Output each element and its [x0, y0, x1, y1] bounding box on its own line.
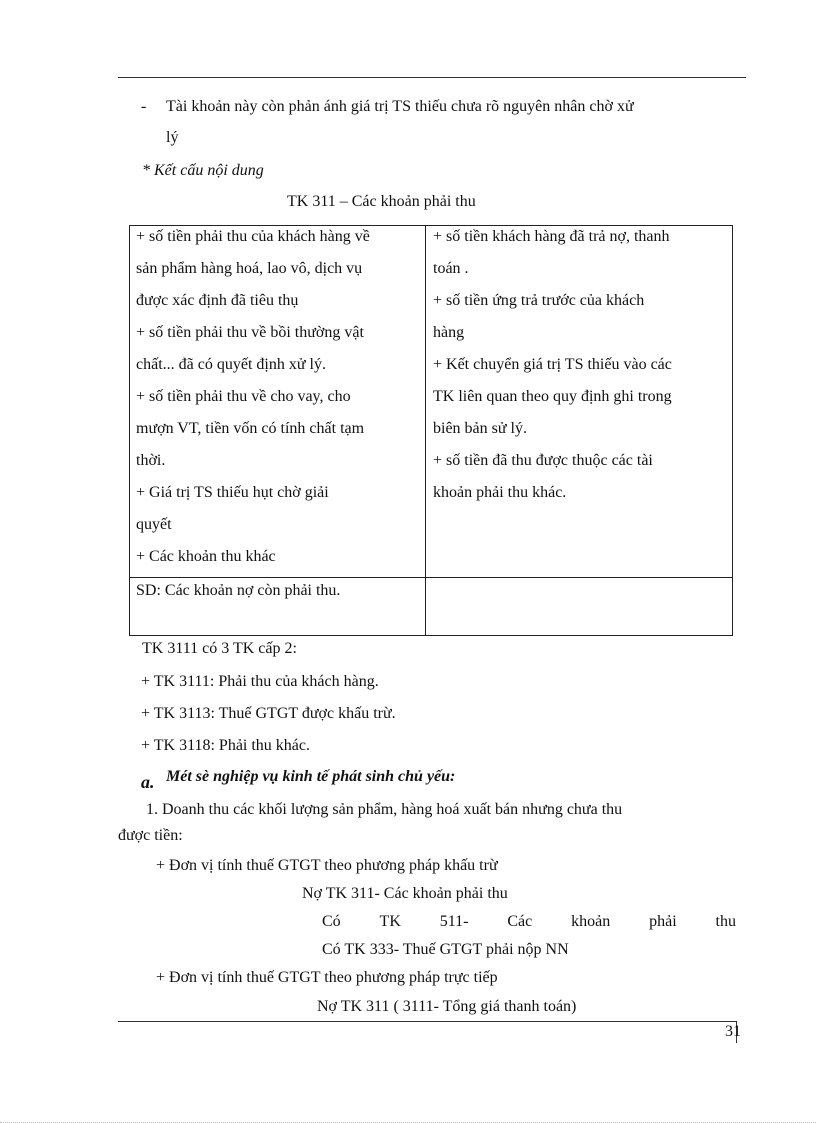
table-column-divider	[425, 226, 426, 635]
debit-line: + số tiền phải thu về cho vay, cho	[136, 388, 351, 405]
debit-line: + số tiền phải thu của khách hàng về	[136, 228, 370, 245]
page-number: 31	[725, 1023, 741, 1040]
debit-line: quyết	[136, 516, 172, 533]
debit-line: + số tiền phải thu về bồi thường vật	[136, 324, 364, 341]
t-account-table	[129, 225, 733, 636]
entry1-credit-word: Có	[322, 913, 341, 930]
subaccount-item: + TK 3113: Thuế GTGT được khấu trừ.	[141, 705, 396, 722]
table-title: TK 311 – Các khoản phải thu	[287, 193, 476, 210]
entry1-credit-word: TK	[379, 913, 401, 930]
subaccount-item: + TK 3118: Phải thu khác.	[141, 737, 311, 754]
debit-line: được xác định đã tiêu thụ	[136, 292, 299, 309]
entry1-credit-2: Có TK 333- Thuế GTGT phải nộp NN	[322, 941, 569, 958]
subaccounts-intro: TK 3111 có 3 TK cấp 2:	[142, 640, 297, 657]
method-direct: + Đơn vị tính thuế GTGT theo phương pháp trực tiếp	[156, 969, 498, 986]
entry1-credit-word: 511-	[439, 913, 469, 930]
bullet-line-1: Tài khoản này còn phản ánh giá trị TS thiếu chưa rõ nguyên nhân chờ xử	[166, 98, 634, 115]
balance-line: SD: Các khoản nợ còn phải thu.	[136, 582, 341, 599]
entry1-debit: Nợ TK 311- Các khoản phải thu	[302, 885, 508, 902]
credit-line: khoản phải thu khác.	[433, 484, 567, 501]
debit-line: + Các khoản thu khác	[136, 548, 276, 565]
structure-heading: * Kết cấu nội dung	[142, 162, 264, 179]
method-deduction: + Đơn vị tính thuế GTGT theo phương pháp khấu trừ	[156, 857, 498, 874]
debit-line: mượn VT, tiền vốn có tính chất tạm	[136, 420, 365, 437]
entry1-credit-word: khoản	[571, 913, 611, 930]
section-a-title: Mét sè nghiệp vụ kinh tế phát sinh chủ yếu:	[166, 768, 456, 785]
credit-line: + số tiền khách hàng đã trả nợ, thanh	[433, 228, 670, 245]
header-rule	[118, 77, 746, 78]
credit-line: hàng	[433, 324, 465, 341]
bullet-dash: -	[141, 98, 147, 115]
section-a-marker: a.	[141, 772, 155, 792]
table-balance-divider	[130, 577, 732, 578]
debit-line: sản phẩm hàng hoá, lao vô, dịch vụ	[136, 260, 363, 277]
item1-line-1: 1. Doanh thu các khối lượng sản phẩm, hàng hoá xuất bán nhưng chưa thu	[146, 801, 623, 818]
debit-line: chất... đã có quyết định xử lý.	[136, 356, 326, 373]
credit-line: biên bản sử lý.	[433, 420, 527, 437]
entry1-credit-word: thu	[715, 913, 736, 930]
item1-line-2: được tiền:	[118, 827, 183, 844]
subaccount-item: + TK 3111: Phải thu của khách hàng.	[141, 673, 379, 690]
footer-rule	[118, 1021, 736, 1022]
entry1-credit-line	[322, 913, 736, 931]
credit-line: toán .	[433, 260, 469, 277]
entry2-debit: Nợ TK 311 ( 3111- Tổng giá thanh toán)	[317, 998, 577, 1015]
debit-line: thời.	[136, 452, 166, 469]
credit-line: + Kết chuyển giá trị TS thiếu vào các	[433, 356, 672, 373]
credit-line: + số tiền ứng trả trước của khách	[433, 292, 645, 309]
credit-line: TK liên quan theo quy định ghi trong	[433, 388, 672, 405]
debit-line: + Giá trị TS thiếu hụt chờ giải	[136, 484, 329, 501]
credit-line: + số tiền đã thu được thuộc các tài	[433, 452, 653, 469]
entry1-credit-word: Các	[507, 913, 533, 930]
entry1-credit-word: phải	[649, 913, 677, 930]
bullet-line-2: lý	[166, 129, 179, 146]
